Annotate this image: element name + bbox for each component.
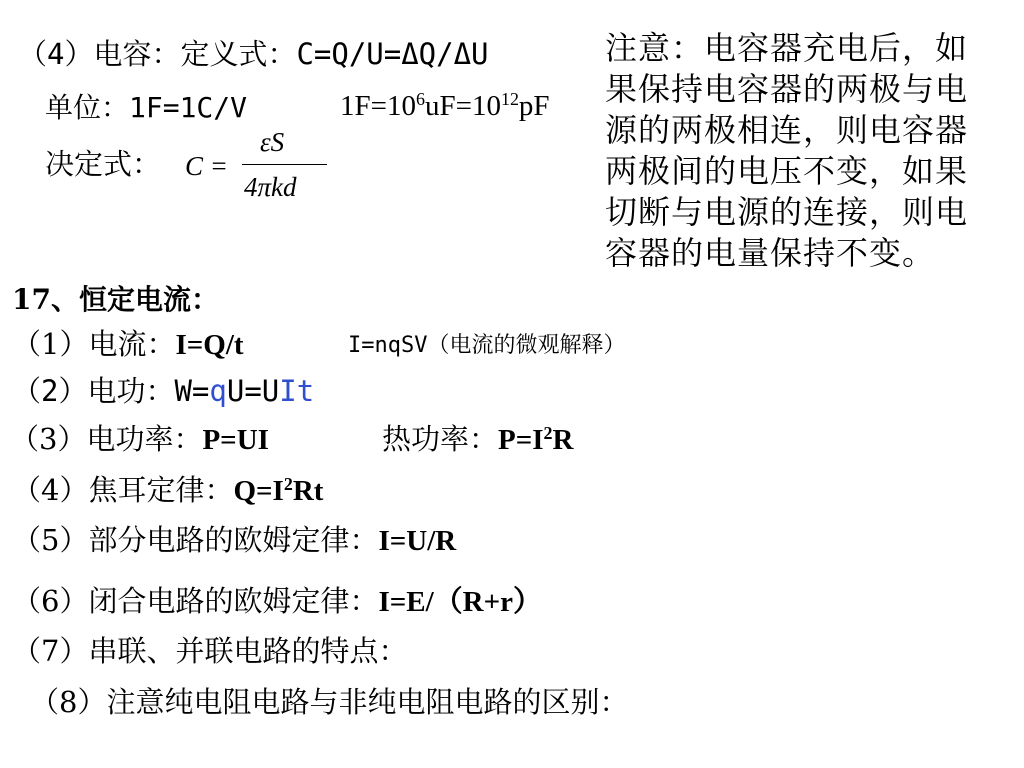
capacitor-unit <box>45 91 248 124</box>
l2-label: （2）电功：W= <box>12 374 210 408</box>
formula-lhs: C = <box>185 151 228 181</box>
unit-conv-exp1: 6 <box>415 89 425 110</box>
heat-power <box>382 422 574 456</box>
l6-formula: I=E/（R+r） <box>378 586 543 618</box>
l6-label: （6）闭合电路的欧姆定律： <box>12 584 379 618</box>
section-title: 17、恒定电流： <box>12 283 219 316</box>
l3-formula: P=UI <box>202 424 269 456</box>
capacitor-note: 注意：电容器充电后，如 果保持电容器的两极与电 源的两极相连，则电容器 两极间的电压不变，如果 切断与电源的连接，则电 容器的电量保持不变。 <box>605 29 969 272</box>
formula-numerator: εS <box>260 127 285 157</box>
l1-label: （1）电流： <box>12 327 176 361</box>
current-micro: I=nqSV（电流的微观解释） <box>348 333 626 358</box>
unit-conv-post: pF <box>518 90 550 122</box>
unit-conv-pre: 1F=10 <box>340 90 416 122</box>
heat-formula-exp: 2 <box>543 423 553 444</box>
l4-formula <box>233 475 323 507</box>
l4-label: （4）焦耳定律： <box>12 473 234 507</box>
unit-conv-exp2: 12 <box>500 89 519 110</box>
l5-formula: I=U/R <box>378 525 457 557</box>
current-line-3 <box>10 422 269 456</box>
current-line-6 <box>12 584 543 618</box>
l3-label: （3）电功率： <box>10 422 203 456</box>
current-line-4 <box>12 473 324 507</box>
heat-formula-post: R <box>552 424 574 456</box>
l4-formula-post: Rt <box>292 475 324 507</box>
unit-conv-mid: uF=10 <box>424 90 501 122</box>
current-line-8: （8）注意纯电阻电路与非纯电阻电路的区别： <box>30 685 629 719</box>
l5-label: （5）部分电路的欧姆定律： <box>12 523 379 557</box>
current-line-1 <box>12 327 244 361</box>
l1-formula: I=Q/t <box>175 329 244 361</box>
l2-mid: U=U <box>226 374 280 408</box>
l2-q: q <box>209 374 227 408</box>
heat-formula-pre: P=I <box>498 424 544 456</box>
l2-it: It <box>279 374 315 408</box>
unit-label: 单位：1F=1C/V <box>45 91 248 124</box>
l4-formula-pre: Q=I <box>233 475 284 507</box>
current-line-7: （7）串联、并联电路的特点： <box>12 634 408 668</box>
capacitor-definition: （4）电容：定义式：C=Q/U=ΔQ/ΔU <box>18 37 489 71</box>
formula-denominator: 4πkd <box>244 172 297 202</box>
fraction-bar <box>242 164 327 165</box>
unit-conversion <box>340 89 550 122</box>
decide-label: 决定式： <box>45 147 162 181</box>
l4-formula-exp: 2 <box>283 474 293 495</box>
current-line-2 <box>12 374 315 408</box>
heat-label: 热功率： <box>382 422 499 456</box>
heat-formula <box>498 424 573 456</box>
current-line-5 <box>12 523 457 557</box>
